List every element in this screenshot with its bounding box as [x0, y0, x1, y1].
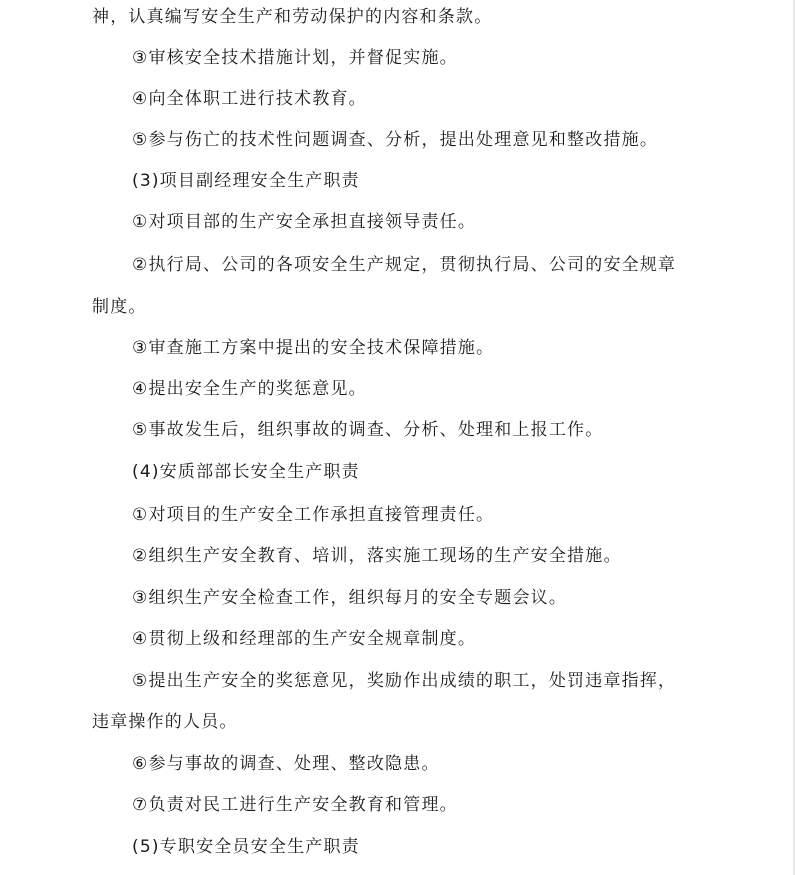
- text-line: ③审查施工方案中提出的安全技术保障措施。: [132, 338, 495, 358]
- text-line: 神，认真编写安全生产和劳动保护的内容和条款。: [92, 7, 493, 27]
- text-line: 违章操作的人员。: [92, 712, 238, 732]
- text-line: ③组织生产安全检查工作，组织每月的安全专题会议。: [132, 588, 568, 608]
- text-line: ①对项目的生产安全工作承担直接管理责任。: [132, 505, 495, 525]
- section-heading: (4)安质部部长安全生产职责: [132, 462, 360, 482]
- text-line: 制度。: [92, 297, 147, 317]
- text-line: ②组织生产安全教育、培训，落实施工现场的生产安全措施。: [132, 546, 622, 566]
- text-line: ⑤事故发生后，组织事故的调查、分析、处理和上报工作。: [132, 420, 604, 440]
- text-line: ④提出安全生产的奖惩意见。: [132, 379, 367, 399]
- text-line: ④向全体职工进行技术教育。: [132, 89, 367, 109]
- text-line: ⑦负责对民工进行生产安全教育和管理。: [132, 795, 458, 815]
- text-line: ⑥参与事故的调查、处理、整改隐患。: [132, 754, 440, 774]
- text-line: ④贯彻上级和经理部的生产安全规章制度。: [132, 629, 477, 649]
- text-line: ①对项目部的生产安全承担直接领导责任。: [132, 212, 477, 232]
- section-heading: (5)专职安全员安全生产职责: [132, 837, 360, 857]
- text-line: ⑤提出生产安全的奖惩意见，奖励作出成绩的职工，处罚违章指挥，: [132, 671, 677, 691]
- section-heading: (3)项目副经理安全生产职责: [132, 171, 360, 191]
- text-line: ②执行局、公司的各项安全生产规定，贯彻执行局、公司的安全规章: [132, 255, 677, 275]
- text-line: ③审核安全技术措施计划，并督促实施。: [132, 48, 458, 68]
- text-line: ⑤参与伤亡的技术性问题调查、分析，提出处理意见和整改措施。: [132, 130, 659, 150]
